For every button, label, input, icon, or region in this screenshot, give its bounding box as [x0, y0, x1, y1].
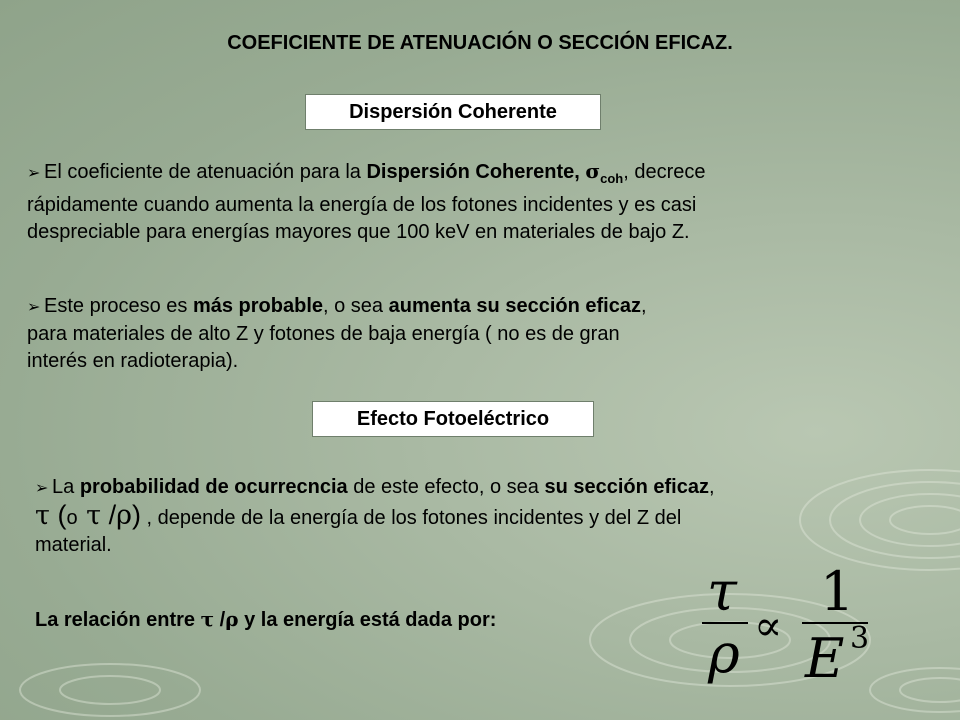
formula-tau-rho-proportional: [690, 560, 910, 690]
rho-symbol: ρ: [225, 607, 239, 631]
section-box-efecto-fotoelectrico: Efecto Fotoeléctrico: [312, 401, 594, 437]
section-box-dispersion-coherente: Dispersión Coherente: [305, 94, 601, 130]
rho-symbol: ρ: [116, 500, 132, 531]
paragraph-fotoelectrico: ➢ La probabilidad de ocurrecncia de este efecto, o sea su sección eficaz, τ (o τ /ρ) , depende de la energía de los fotones incidentes y del Z del material.: [35, 476, 715, 556]
formula-tau: τ: [707, 560, 737, 623]
paragraph-proceso: ➢ Este proceso es más probable, o sea aumenta su sección eficaz, para materiales de alto Z y fotones de baja energía ( no es de gran interés en radioterapia).: [27, 295, 647, 372]
subscript-coh: coh: [600, 171, 624, 186]
formula-exponent: 3: [850, 621, 870, 656]
formula-rho: ρ: [708, 622, 740, 685]
relation-statement: La relación entre τ /ρ y la energía está dada por:: [35, 607, 497, 631]
arrow-bullet-icon: ➢: [27, 165, 41, 182]
tau-symbol: τ: [200, 607, 215, 631]
paragraph-dispersion-coherente: ➢ El coeficiente de atenuación para la Dispersión Coherente, $\sigma_{coh}$, decrece rápidamente cuando aumenta la energía de los fotones incidentes y es casi despreciable para energías mayores que 100 keV en materiales de bajo Z.: [27, 159, 706, 243]
formula-one: 1: [820, 560, 855, 623]
arrow-bullet-icon: ➢: [35, 480, 49, 497]
formula-energy: E: [805, 627, 845, 690]
tau-symbol: τ: [35, 500, 50, 531]
proportional-symbol: ∝: [754, 601, 783, 650]
sigma-symbol: σ: [585, 159, 601, 183]
slide-title: COEFICIENTE DE ATENUACIÓN O SECCIÓN EFICAZ.: [227, 32, 733, 54]
arrow-bullet-icon: ➢: [27, 299, 41, 316]
